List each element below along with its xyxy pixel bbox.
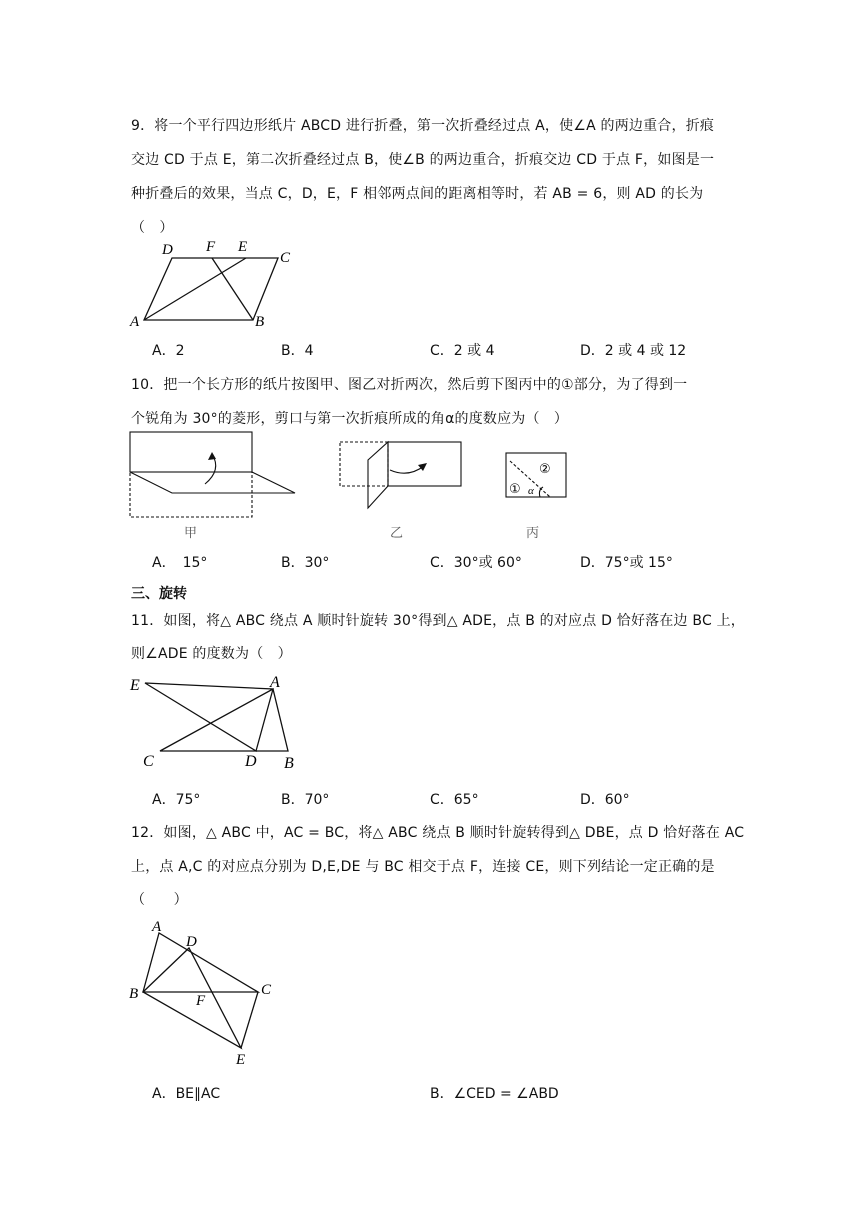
section-heading-rotation: 三、旋转 (131, 586, 187, 602)
caption-bing: 丙 (526, 526, 540, 541)
label-e: E (130, 677, 140, 694)
label-b: B (255, 314, 265, 330)
q10-line-1: 10．把一个长方形的纸片按图甲、图乙对折两次，然后剪下图丙中的①部分，为了得到一 (131, 377, 688, 393)
q12-line-2: 上，点 A,C 的对应点分别为 D,E,DE 与 BC 相交于点 F，连接 CE，则下列结论一定正确的是 (131, 859, 715, 875)
caption-jia: 甲 (184, 526, 198, 541)
q9-option-a[interactable]: A．2 (152, 343, 185, 359)
q12-line-1: 12．如图，△ ABC 中，AC = BC，将△ ABC 绕点 B 顺时针旋转得到△ DBE，点 D 恰好落在 AC (131, 825, 745, 841)
q10-line-2: 个锐角为 30°的菱形，剪口与第一次折痕所成的角α的度数应为（ ） (131, 411, 569, 427)
label-d: D (162, 242, 173, 258)
label-c: C (280, 250, 291, 266)
label-f: F (206, 239, 216, 255)
segment-ce (241, 992, 258, 1048)
caption-yi: 乙 (390, 526, 404, 541)
q12-option-b[interactable]: B．∠CED = ∠ABD (430, 1086, 559, 1102)
q12-line-3: （ ） (131, 892, 188, 908)
q9-line-4: （ ） (131, 220, 174, 236)
q9-option-c[interactable]: C．2 或 4 (430, 343, 495, 359)
q10-option-a[interactable]: A． 15° (152, 555, 208, 571)
q9-line-2: 交边 CD 于点 E，第二次折叠经过点 B，使∠B 的两边重合，折痕交边 CD 于点 F，如图是一 (131, 152, 715, 168)
q9-option-d[interactable]: D．2 或 4 或 12 (580, 343, 687, 359)
bing-label-1: ① (509, 482, 521, 497)
triangle-dbe (143, 948, 241, 1048)
q9-option-b[interactable]: B．4 (281, 343, 314, 359)
label-a: A (130, 314, 140, 330)
q11-option-d[interactable]: D．60° (580, 792, 630, 808)
triangle-abc (143, 933, 258, 992)
label-d: D (186, 934, 197, 950)
q11-option-a[interactable]: A．75° (152, 792, 201, 808)
label-a: A (152, 919, 162, 935)
label-b: B (129, 986, 139, 1002)
label-a: A (270, 674, 280, 691)
q11-line-2: 则∠ADE 的度数为（ ） (131, 646, 292, 662)
q12-option-a[interactable]: A．BE∥AC (152, 1086, 221, 1102)
q11-option-c[interactable]: C．65° (430, 792, 479, 808)
label-c: C (261, 982, 272, 998)
q9-line-1: 9．将一个平行四边形纸片 ABCD 进行折叠，第一次折叠经过点 A，使∠A 的两边重合，折痕 (131, 118, 715, 134)
q9-line-3: 种折叠后的效果，当点 C，D，E，F 相邻两点间的距离相等时，若 AB = 6，则 AD 的长为 (131, 186, 704, 202)
label-b: B (284, 755, 294, 772)
q11-line-1: 11．如图，将△ ABC 绕点 A 顺时针旋转 30°得到△ ADE，点 B 的对应点 D 恰好落在边 BC 上， (131, 613, 745, 629)
q11-option-b[interactable]: B．70° (281, 792, 330, 808)
label-f: F (196, 993, 206, 1009)
q10-option-d[interactable]: D．75°或 15° (580, 555, 673, 571)
q10-option-b[interactable]: B．30° (281, 555, 330, 571)
bing-label-alpha: α (528, 485, 534, 497)
label-d: D (245, 753, 257, 770)
q10-option-c[interactable]: C．30°或 60° (430, 555, 522, 571)
label-e: E (236, 1052, 246, 1068)
bing-label-2: ② (539, 462, 551, 477)
label-e: E (238, 239, 248, 255)
label-c: C (143, 753, 154, 770)
